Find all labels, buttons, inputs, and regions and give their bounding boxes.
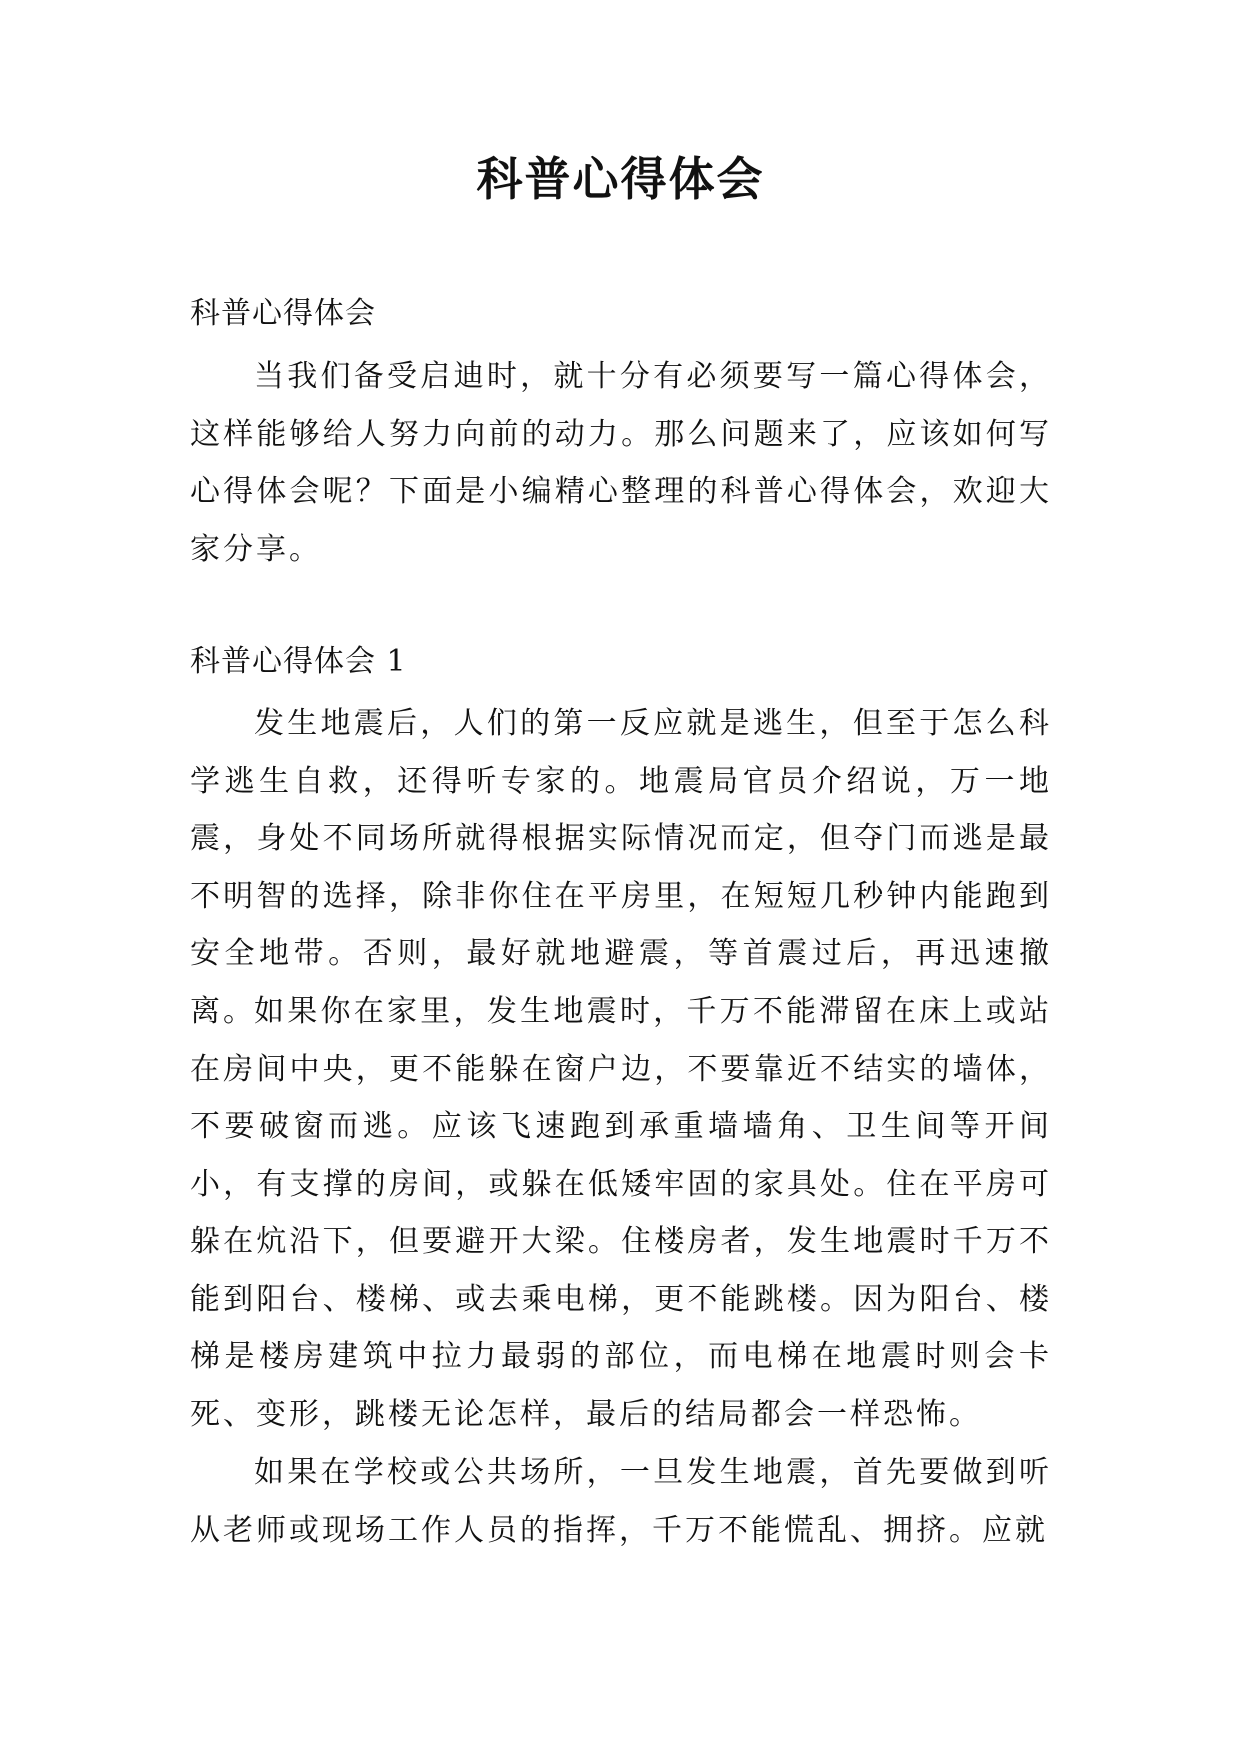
body-paragraph: 发生地震后，人们的第一反应就是逃生，但至于怎么科学逃生自救，还得听专家的。地震局官员介绍说，万一地震，身处不同场所就得根据实际情况而定，但夺门而逃是最不明智的选择，除非你住在平房里，在短短几秒钟内能跑到安全地带。否则，最好就地避震，等首震过后，再迅速撤离。 [190,706,1052,1029]
document-title: 科普心得体会 [476,152,765,206]
document-subtitle: 科普心得体会 [190,296,376,331]
intro-paragraph: 当我们备受启迪时，就十分有必须要写一篇心得体会，这样能够给人努力向前的动力。那么问题来了，应该如何写心得体会呢？下面是小编精心整理的科普心得体会，欢迎大家分享。 [190,359,1052,567]
section-heading: 科普心得体会 1 [190,644,407,679]
body-paragraph: 如果你在家里，发生地震时，千万不能滞留在床上或站在房间中央，更不能躲在窗户边，不要靠近不结实的墙体，不要破窗而逃。应该飞速跑到承重墙墙角、卫生间等开间小，有支撑的房间，或躲在低矮牢固的家具处。住在平房可躲在炕沿下，但要避开大梁。住楼房者，发生地震时千万不能到阳台、楼梯、或去乘电梯，更不能跳楼。因为阳台、楼梯是楼房建筑中拉力最弱的部位，而电梯在地震时则会卡死、变形，跳楼无论怎样，最后的结局都会一样恐怖。 [190,994,1052,1432]
body-paragraph: 如果在学校或公共场所，一旦发生地震，首先要做到听从老师或现场工作人员的指挥，千万不能慌乱、拥挤。应就 [190,1455,1052,1548]
